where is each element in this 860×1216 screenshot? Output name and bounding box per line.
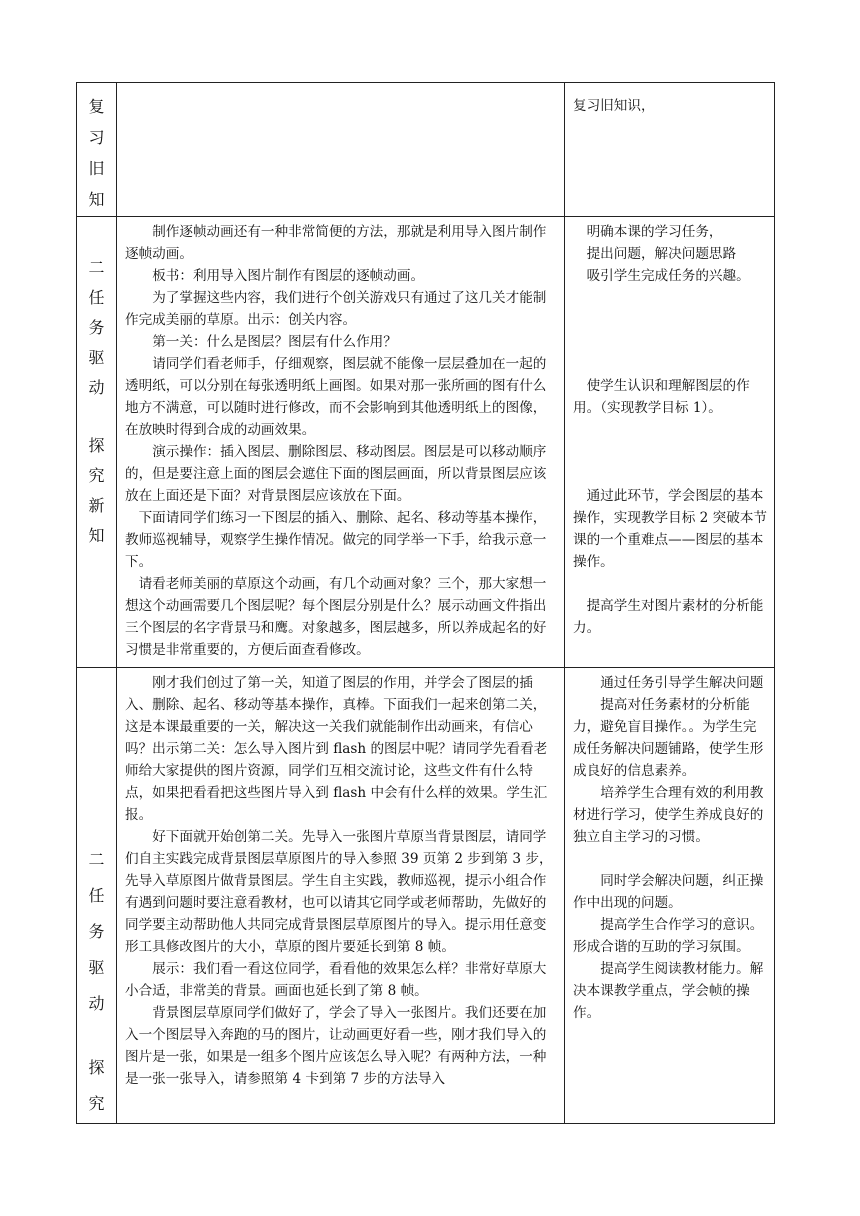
note-text: 同时学会解决问题，纠正操作中出现的问题。 [573, 873, 764, 911]
stage-char: 驱 [88, 348, 105, 367]
note-text: 提高学生对图片素材的分析能力。 [573, 598, 764, 636]
paragraph: 请同学们看老师手，仔细观察，图层就不能像一层层叠加在一起的透明纸，可以分别在每张透明纸上画图。如果对那一张所画的图有什么地方不满意，可以随时进行修改，而不会影响到其他透明纸上的图像，在放映时得到合成的动画效果。 [125, 356, 547, 438]
stage-char: 知 [88, 526, 105, 545]
note-text: 吸引学生完成任务的兴趣。 [586, 268, 750, 284]
stage-cell-review [77, 83, 117, 217]
stage-char: 究 [88, 466, 105, 485]
content-cell-task-2 [117, 668, 565, 1124]
stage-char: 二 [88, 258, 105, 277]
stage-char: 务 [88, 922, 105, 941]
note-text: 提高学生阅读教材能力。解决本课教学重点，学会帧的操作。 [573, 961, 764, 1021]
notes-cell-review [565, 83, 775, 217]
stage-char: 新 [88, 496, 105, 515]
stage-cell-task-1 [77, 217, 117, 668]
paragraph: 下面请同学们练习一下图层的插入、删除、起名、移动等基本操作，教师巡视辅导，观察学生操作情况。做完的同学举一下手，给我示意一下。 [125, 510, 547, 570]
stage-char: 任 [88, 886, 105, 905]
row-task-1 [77, 217, 775, 668]
stage-char: 务 [88, 318, 105, 337]
note-text: 培养学生合理有效的利用教材进行学习，使学生养成良好的独立自主学习的习惯。 [573, 785, 764, 845]
notes-cell-task-1 [565, 217, 775, 668]
paragraph: 制作逐帧动画还有一种非常简便的方法，那就是利用导入图片制作逐帧动画。 [125, 224, 547, 262]
note-text: 提出问题，解决问题思路 [586, 246, 737, 262]
stage-char: 旧 [88, 159, 105, 178]
note-text: 明确本课的学习任务， [586, 224, 723, 240]
row-task-2 [77, 668, 775, 1124]
content-cell-review [117, 83, 565, 217]
paragraph: 第一关：什么是图层？图层有什么作用？ [152, 334, 397, 350]
stage-char: 知 [88, 190, 105, 209]
lesson-plan-table [76, 82, 775, 1124]
paragraph: 好下面就开始创第二关。先导入一张图片草原当背景图层，请同学们自主实践完成背景图层草原图片的导入参照 39 页第 2 步到第 3 步，先导入草原图片做背景图层。学生自主实践，教师巡视，提示小组合作有遇到问题时要注意看教材，也可以请其它同学或老师帮助，先做好的同学要主动帮助他人共同完成背景图层草原图片的导入。提示用任意变形工具修改图片的大小，草原的图片要延长到第 8 帧。 [125, 829, 553, 955]
paragraph: 刚才我们创过了第一关，知道了图层的作用，并学会了图层的插入、删除、起名、移动等基本操作，真棒。下面我们一起来创第二关，这是本课最重要的一关，解决这一关我们就能制作出动画来，有信心吗？出示第二关：怎么导入图片到 flash 的图层中呢？请同学先看看老师给大家提供的图片资源，同学们互相交流讨论，这些文件有什么特点，如果把看看把这些图片导入到 flash 中会有什么样的效果。学生汇报。 [125, 675, 548, 823]
note-text: 提高对任务素材的分析能力，避免盲目操作。。为学生完成任务解决问题铺路，使学生形成良好的信息素养。 [573, 697, 764, 779]
stage-char: 驱 [88, 958, 105, 977]
paragraph: 请看老师美丽的草原这个动画，有几个动画对象？三个，那大家想一想这个动画需要几个图层呢？每个图层分别是什么？展示动画文件指出三个图层的名字背景马和鹰。对象越多，图层越多，所以养成起名的好习惯是非常重要的，方便后面查看修改。 [125, 576, 547, 658]
content-cell-task-1 [117, 217, 565, 668]
paragraph: 为了掌握这些内容，我们进行个创关游戏只有通过了这几关才能制作完成美丽的草原。出示：创关内容。 [125, 290, 547, 328]
stage-char: 动 [88, 378, 105, 397]
stage-char: 探 [88, 1058, 105, 1077]
stage-char: 复 [88, 97, 105, 116]
stage-char: 习 [88, 128, 105, 147]
note-text: 提高学生合作学习的意识。形成合谐的互助的学习氛围。 [573, 917, 764, 955]
paragraph: 展示：我们看一看这位同学，看看他的效果怎么样？非常好草原大小合适，非常美的背景。画面也延长到了第 8 帧。 [125, 961, 547, 999]
note-text: 通过此环节，学会图层的基本操作，实现教学目标 2 突破本节课的一个重难点——图层的基本操作。 [573, 488, 768, 570]
stage-char: 究 [88, 1094, 105, 1113]
stage-char: 动 [88, 994, 105, 1013]
stage-char: 探 [88, 436, 105, 455]
note-text: 使学生认识和理解图层的作用。（实现教学目标 1）。 [573, 378, 750, 416]
note-text: 复习旧知识， [573, 98, 655, 114]
paragraph: 演示操作：插入图层、删除图层、移动图层。图层是可以移动顺序的，但是要注意上面的图层会遮住下面的图层画面，所以背景图层应该放在上面还是下面？对背景图层应该放在下面。 [125, 444, 547, 504]
notes-cell-task-2 [565, 668, 775, 1124]
stage-cell-task-2 [77, 668, 117, 1124]
paragraph: 板书：利用导入图片制作有图层的逐帧动画。 [152, 268, 425, 284]
paragraph: 背景图层草原同学们做好了，学会了导入一张图片。我们还要在加入一个图层导入奔跑的马的图片，让动画更好看一些，刚才我们导入的图片是一张，如果是一组多个图片应该怎么导入呢？有两种方法，一种是一张一张导入，请参照第 4 卡到第 7 步的方法导入 [125, 1005, 547, 1087]
note-text: 通过任务引导学生解决问题 [600, 675, 764, 691]
stage-char: 任 [88, 288, 105, 307]
stage-char: 二 [88, 850, 105, 869]
row-review [77, 83, 775, 217]
